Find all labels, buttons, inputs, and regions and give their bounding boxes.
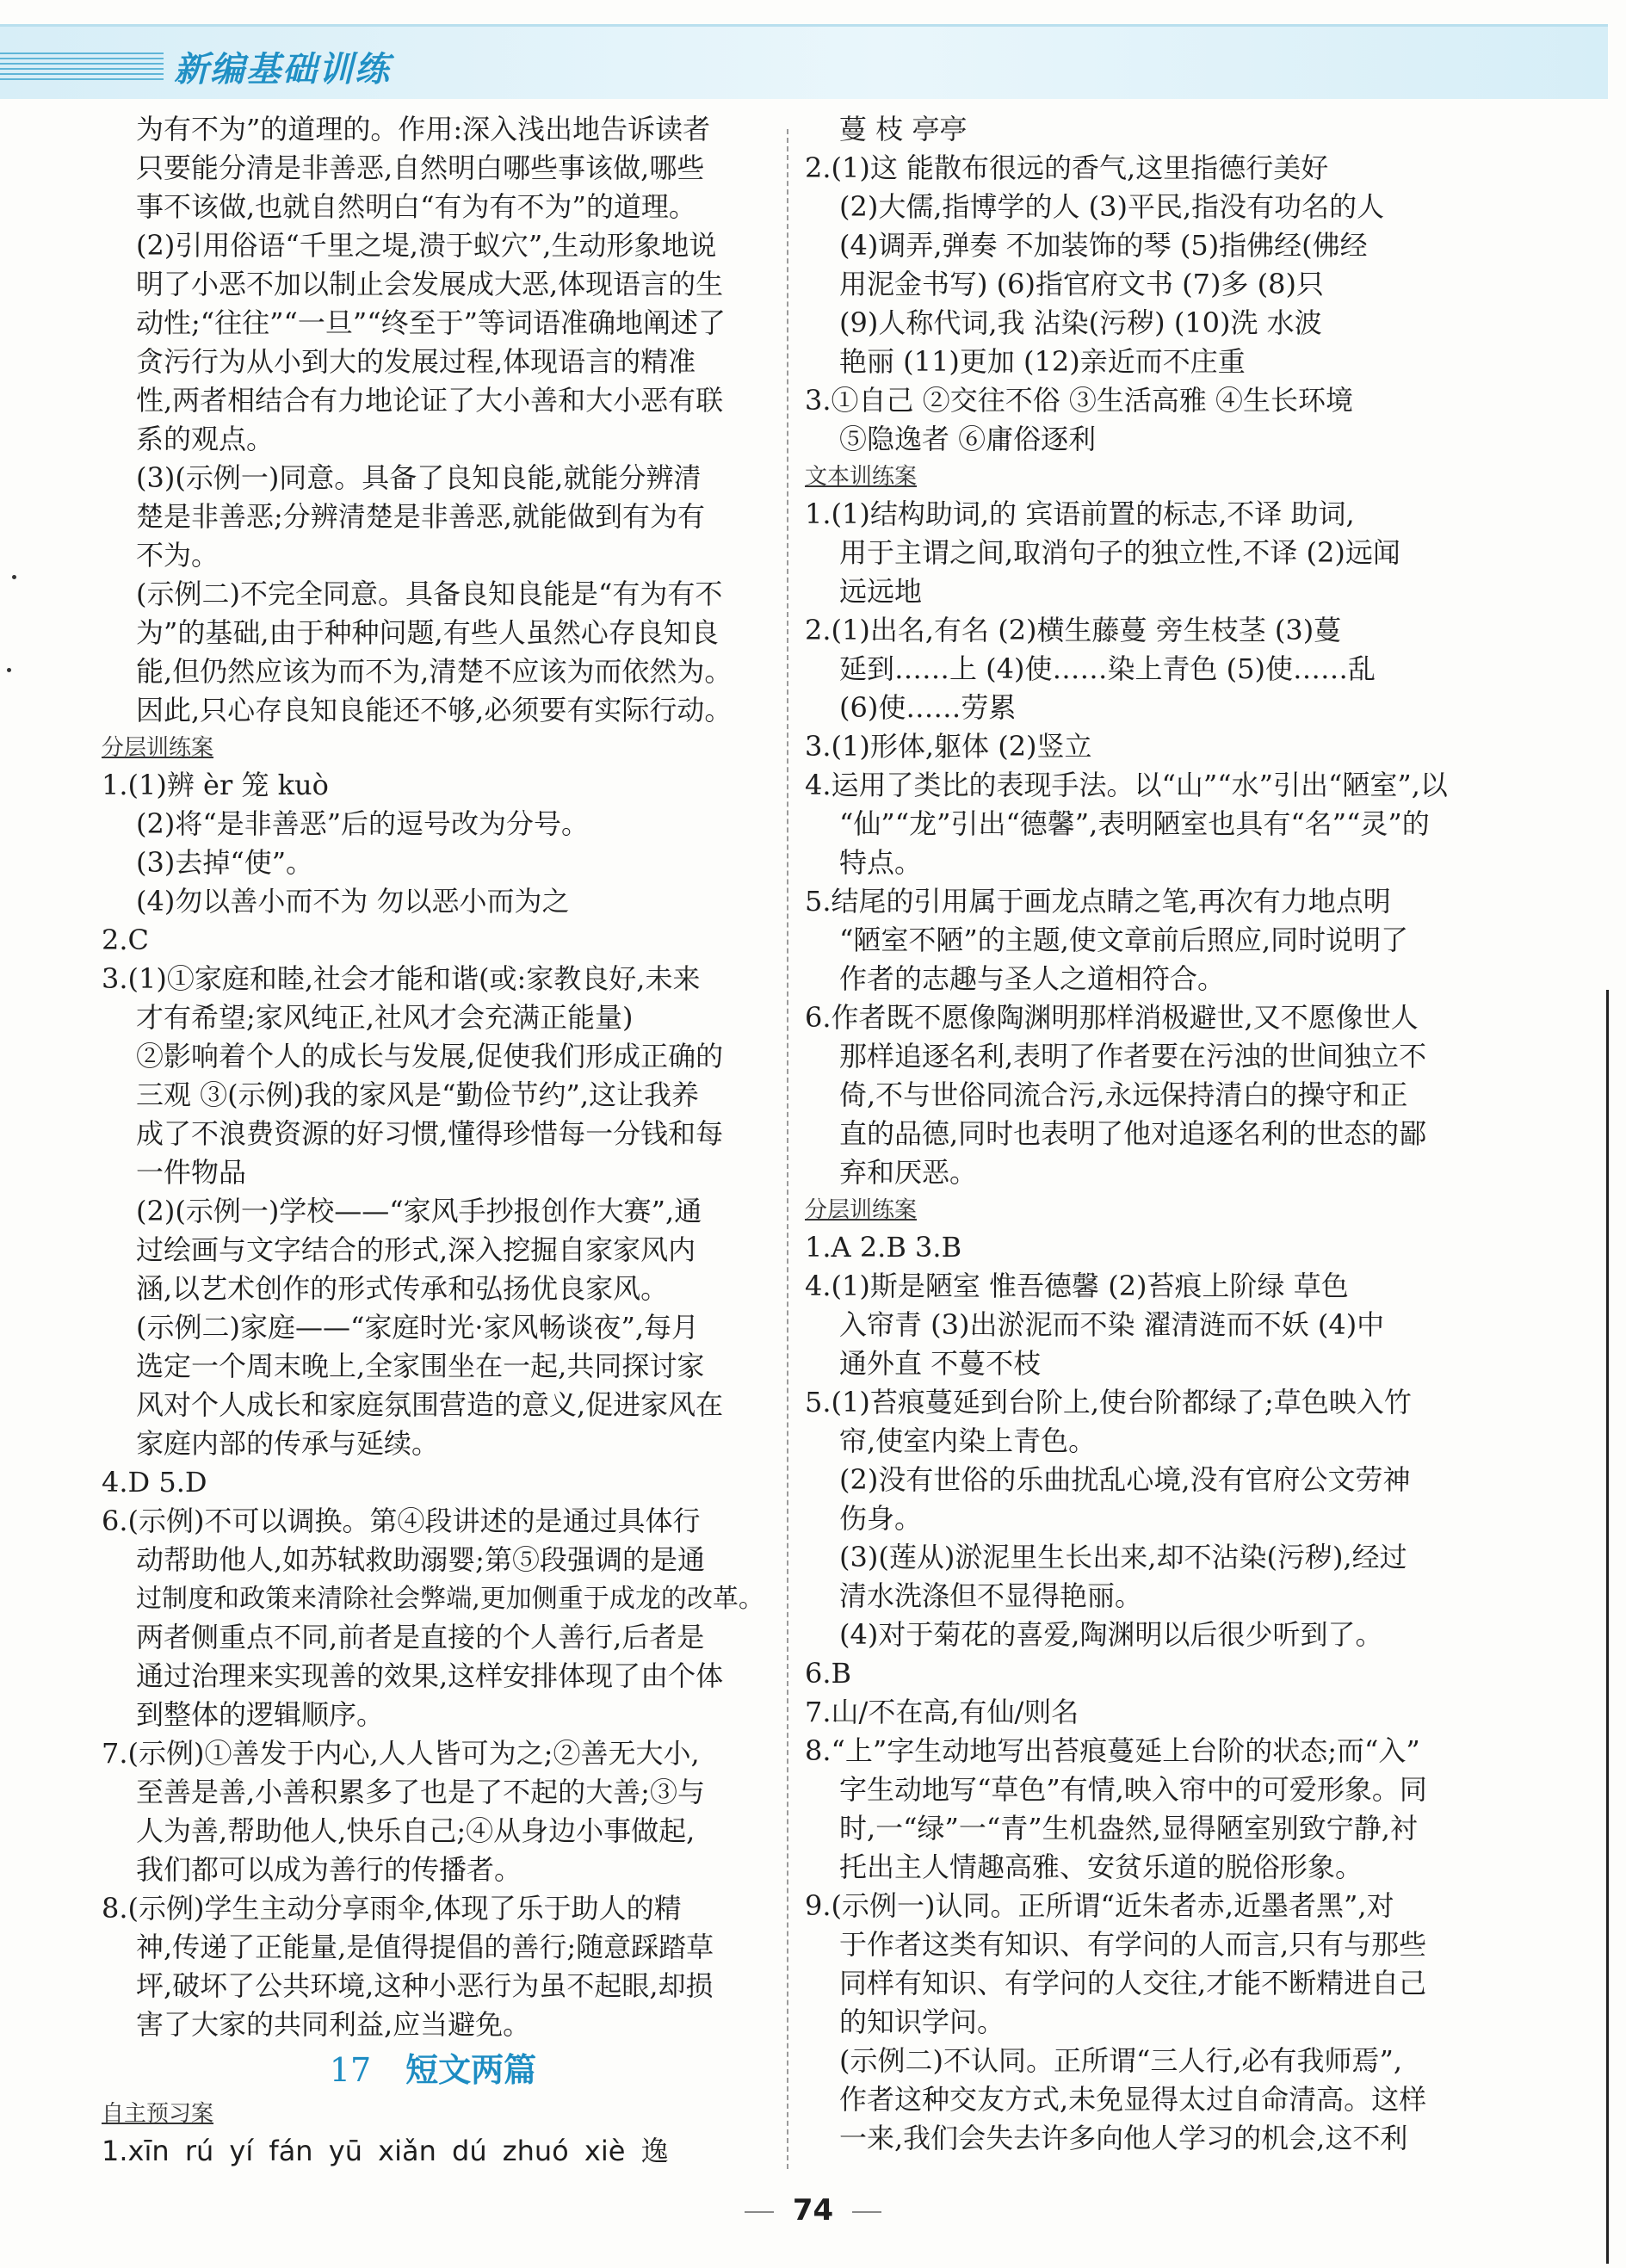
section-heading: 自主预习案 — [102, 2101, 214, 2127]
answer-line: 倚,不与世俗同流合污,永远保持清白的操守和正 — [839, 1078, 1408, 1111]
answer-line: 过绘画与文字结合的形式,深入挖掘自家家风内 — [136, 1233, 696, 1266]
answer-line: 因此,只心存良知良能还不够,必须要有实际行动。 — [136, 694, 733, 726]
answer-line: 字生动地写“草色”有情,映入帘中的可爱形象。同 — [839, 1773, 1427, 1806]
answer-line: 同样有知识、有学问的人交往,才能不断精进自己 — [839, 1967, 1427, 1999]
answer-line: 帘,使室内染上青色。 — [839, 1424, 1097, 1457]
answer-line: 6.(示例)不可以调换。第④段讲述的是通过具体行 — [102, 1505, 701, 1537]
answer-line: (2)(示例一)学校——“家风手抄报创作大赛”,通 — [136, 1195, 702, 1227]
section-heading: 分层训练案 — [805, 1197, 918, 1223]
answer-line: 风对个人成长和家庭氛围营造的意义,促进家风在 — [136, 1388, 724, 1421]
answer-line: 系的观点。 — [136, 423, 275, 455]
answer-line: 伤身。 — [839, 1502, 923, 1535]
header-title: 新编基础训练 — [174, 49, 391, 90]
answer-line: 人为善,帮助他人,快乐自己;④从身边小事做起, — [136, 1814, 696, 1847]
header-stripes — [0, 53, 164, 82]
section-heading: 分层训练案 — [102, 735, 214, 761]
answer-line: 7.山/不在高,有仙/则名 — [805, 1696, 1079, 1728]
answer-line: (3)(示例一)同意。具备了良知良能,就能分辨清 — [136, 461, 702, 494]
left-column — [102, 110, 764, 2171]
answer-line: 3.(1)形体,躯体 (2)竖立 — [805, 730, 1092, 763]
answer-line: 涵,以艺术创作的形式传承和弘扬优良家风。 — [136, 1272, 669, 1305]
answer-line: 蔓 枝 亭亭 — [839, 113, 968, 145]
answer-line: (4)调弄,弹奏 不加装饰的琴 (5)指佛经(佛经 — [839, 229, 1368, 262]
right-column — [805, 110, 1475, 2158]
answer-line: ②影响着个人的成长与发展,促使我们形成正确的 — [136, 1040, 724, 1072]
answer-line: 托出主人情趣高雅、安贫乐道的脱俗形象。 — [839, 1851, 1363, 1883]
answer-line: 一件物品 — [136, 1156, 247, 1189]
lesson-number: 17 — [329, 2051, 372, 2089]
answer-line: 作者这种交友方式,未免显得太过自命清高。这样 — [839, 2083, 1427, 2116]
answer-line: 明了小恶不加以制止会发展成大恶,体现语言的生 — [136, 268, 724, 300]
answer-line: (2)没有世俗的乐曲扰乱心境,没有官府公文劳神 — [839, 1463, 1411, 1496]
lesson-name: 短文两篇 — [405, 2050, 537, 2089]
answer-line: 远远地 — [839, 575, 923, 608]
answer-line: 神,传递了正能量,是值得提倡的善行;随意踩踏草 — [136, 1931, 714, 1963]
answer-line: 通外直 不蔓不枝 — [839, 1347, 1042, 1380]
answer-line: 3.①自己 ②交往不俗 ③生活高雅 ④生长环境 — [805, 384, 1354, 417]
answer-line: 两者侧重点不同,前者是直接的个人善行,后者是 — [136, 1621, 705, 1653]
answer-line: 6.作者既不愿像陶渊明那样消极避世,又不愿像世人 — [805, 1001, 1419, 1034]
answer-line: 用泥金书写) (6)指官府文书 (7)多 (8)只 — [839, 268, 1324, 300]
answer-line: 坪,破坏了公共环境,这种小恶行为虽不起眼,却损 — [136, 1969, 714, 2002]
answer-line: 9.(示例一)认同。正所谓“近朱者赤,近墨者黑”,对 — [805, 1889, 1394, 1922]
answer-line: (示例二)家庭——“家庭时光·家风畅谈夜”,每月 — [136, 1311, 700, 1344]
answer-line: 8.(示例)学生主动分享雨伞,体现了乐于助人的精 — [102, 1892, 682, 1925]
header-banner — [0, 24, 1608, 99]
answer-line: (2)引用俗语“千里之堤,溃于蚁穴”,生动形象地说 — [136, 229, 717, 262]
column-divider — [787, 129, 788, 2169]
answer-line: 4.D 5.D — [102, 1466, 207, 1499]
answer-line: (3)(莲从)淤泥里生长出来,却不沾染(污秽),经过 — [839, 1541, 1407, 1573]
answer-line: 过制度和政策来清除社会弊端,更加侧重于成龙的改革。 — [136, 1584, 764, 1614]
answer-line: 5.结尾的引用属于画龙点睛之笔,再次有力地点明 — [805, 885, 1391, 918]
answer-line: 只要能分清是非善恶,自然明白哪些事该做,哪些 — [136, 151, 705, 184]
answer-line: 到整体的逻辑顺序。 — [136, 1698, 385, 1731]
answer-line: “仙”“龙”引出“德馨”,表明陋室也具有“名”“灵”的 — [839, 807, 1430, 840]
answer-line: 1.xīn rú yí fán yū xiǎn dú zhuó xiè 逸 — [102, 2135, 669, 2167]
answer-line: 4.(1)斯是陋室 惟吾德馨 (2)苔痕上阶绿 草色 — [805, 1270, 1349, 1302]
answer-line: (6)使……劳累 — [839, 691, 1017, 724]
section-heading: 文本训练案 — [805, 464, 918, 490]
answer-line: 2.C — [102, 924, 150, 956]
answer-line: 为有不为”的道理的。作用:深入浅出地告诉读者 — [136, 113, 711, 145]
page-number: 74 — [0, 2193, 1626, 2228]
answer-line: 事不该做,也就自然明白“有为有不为”的道理。 — [136, 190, 696, 223]
answer-line: 3.(1)①家庭和睦,社会才能和谐(或:家教良好,未来 — [102, 962, 701, 995]
answer-line: 直的品德,同时也表明了他对追逐名利的世态的鄙 — [839, 1117, 1427, 1150]
answer-line: 2.(1)出名,有名 (2)横生藤蔓 旁生枝茎 (3)蔓 — [805, 614, 1342, 646]
answer-line: 三观 ③(示例)我的家风是“勤俭节约”,这让我养 — [136, 1078, 700, 1111]
answer-line: 于作者这类有知识、有学问的人而言,只有与那些 — [839, 1928, 1427, 1961]
answer-line: (4)对于菊花的喜爱,陶渊明以后很少听到了。 — [839, 1618, 1383, 1651]
answer-line: 能,但仍然应该为而不为,清楚不应该为而依然为。 — [136, 655, 733, 688]
answer-line: (3)去掉“使”。 — [136, 846, 314, 879]
answer-line: (2)大儒,指博学的人 (3)平民,指没有功名的人 — [839, 190, 1385, 223]
answer-line: 动帮助他人,如苏轼救助溺婴;第⑤段强调的是通 — [136, 1543, 705, 1576]
answer-line: 时,一“绿”一“青”生机盎然,显得陋室别致宁静,衬 — [839, 1812, 1418, 1845]
lesson-title — [102, 2044, 764, 2096]
answer-line: 用于主谓之间,取消句子的独立性,不译 (2)远闻 — [839, 536, 1400, 569]
answer-line: 至善是善,小善积累多了也是了不起的大善;③与 — [136, 1776, 705, 1808]
answer-line: 特点。 — [839, 846, 923, 879]
answer-line: 7.(示例)①善发于内心,人人皆可为之;②善无大小, — [102, 1737, 700, 1770]
answer-line: 不为。 — [136, 539, 219, 572]
page-edge-rule — [1606, 990, 1609, 2264]
answer-line: 害了大家的共同利益,应当避免。 — [136, 2008, 531, 2041]
answer-line: (示例二)不认同。正所谓“三人行,必有我师焉”, — [839, 2044, 1403, 2077]
answer-line: ⑤隐逸者 ⑥庸俗逐利 — [839, 423, 1097, 455]
answer-line: 动性;“往往”“一旦”“终至于”等词语准确地阐述了 — [136, 306, 726, 339]
answer-line: 那样追逐名利,表明了作者要在污浊的世间独立不 — [839, 1040, 1427, 1072]
answer-line: 8.“上”字生动地写出苔痕蔓延上台阶的状态;而“入” — [805, 1734, 1420, 1767]
answer-line: (示例二)不完全同意。具备良知良能是“有为有不 — [136, 578, 723, 610]
answer-line: (2)将“是非善恶”后的逗号改为分号。 — [136, 807, 590, 840]
answer-line: 成了不浪费资源的好习惯,懂得珍惜每一分钱和每 — [136, 1117, 724, 1150]
margin-dot — [12, 575, 16, 579]
answer-line: 弃和厌恶。 — [839, 1156, 978, 1189]
answer-line: (4)勿以善小而不为 勿以恶小而为之 — [136, 885, 570, 918]
answer-line: 性,两者相结合有力地论证了大小善和大小恶有联 — [136, 384, 724, 417]
answer-line: 4.运用了类比的表现手法。以“山”“水”引出“陋室”,以 — [805, 769, 1448, 801]
answer-line: 家庭内部的传承与延续。 — [136, 1427, 440, 1460]
answer-line: 1.(1)辨 èr 笼 kuò — [102, 769, 329, 801]
answer-line: (9)人称代词,我 沾染(污秽) (10)洗 水波 — [839, 306, 1322, 339]
answer-line: 作者的志趣与圣人之道相符合。 — [839, 962, 1226, 995]
answer-line: 通过治理来实现善的效果,这样安排体现了由个体 — [136, 1659, 724, 1692]
answer-line: 1.A 2.B 3.B — [805, 1231, 962, 1264]
answer-line: 贪污行为从小到大的发展过程,体现语言的精准 — [136, 345, 696, 378]
answer-line: 我们都可以成为善行的传播者。 — [136, 1853, 522, 1886]
answer-line: 5.(1)苔痕蔓延到台阶上,使台阶都绿了;草色映入竹 — [805, 1386, 1412, 1418]
answer-line: 的知识学问。 — [839, 2005, 1005, 2038]
margin-dot — [7, 668, 11, 672]
answer-line: 入帘青 (3)出淤泥而不染 濯清涟而不妖 (4)中 — [839, 1308, 1385, 1341]
answer-line: 艳丽 (11)更加 (12)亲近而不庄重 — [839, 345, 1246, 378]
answer-line: 延到……上 (4)使……染上青色 (5)使……乱 — [839, 652, 1376, 685]
answer-line: 一来,我们会失去许多向他人学习的机会,这不利 — [839, 2122, 1408, 2154]
answer-line: 选定一个周末晚上,全家围坐在一起,共同探讨家 — [136, 1350, 705, 1382]
answer-line: 才有希望;家风纯正,社风才会充满正能量) — [136, 1001, 634, 1034]
answer-line: 6.B — [805, 1657, 852, 1690]
answer-line: 为”的基础,由于种种问题,有些人虽然心存良知良 — [136, 616, 719, 649]
answer-line: 1.(1)结构助词,的 宾语前置的标志,不译 助词, — [805, 497, 1355, 530]
answer-line: 清水洗涤但不显得艳丽。 — [839, 1579, 1143, 1612]
answer-line: 2.(1)这 能散布很远的香气,这里指德行美好 — [805, 151, 1329, 184]
answer-line: “陋室不陋”的主题,使文章前后照应,同时说明了 — [839, 924, 1409, 956]
answer-line: 楚是非善恶;分辨清楚是非善恶,就能做到有为有 — [136, 500, 705, 533]
